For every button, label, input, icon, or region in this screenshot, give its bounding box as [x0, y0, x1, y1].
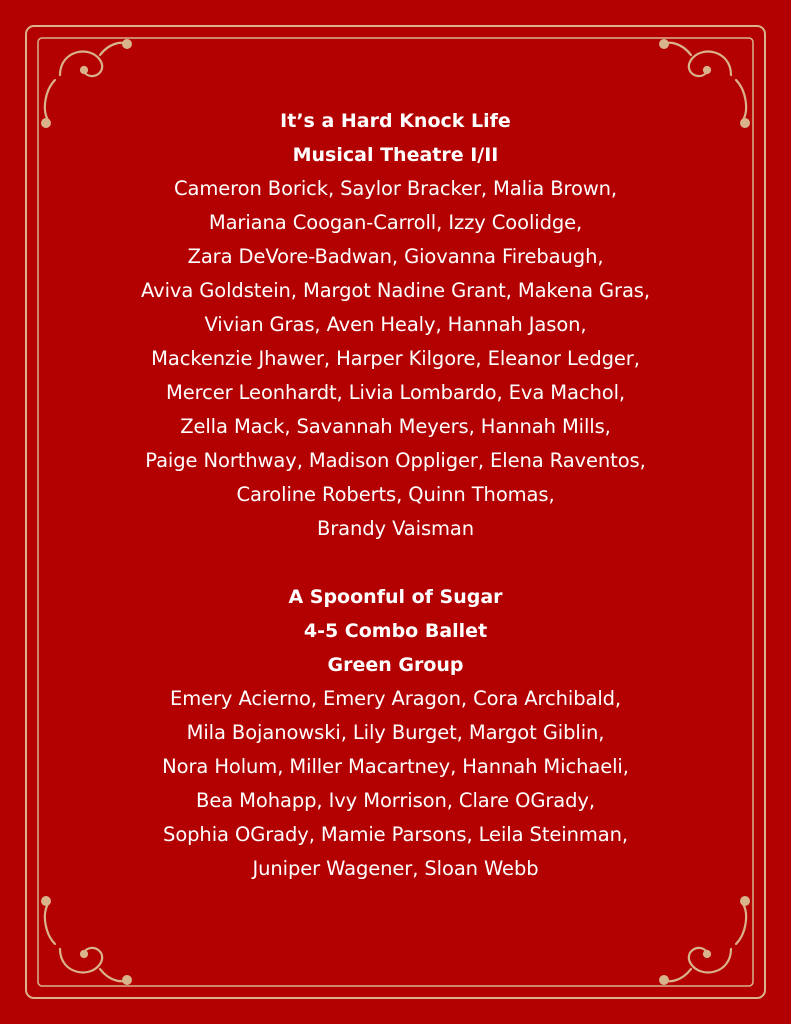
- dancer-names-line: Mercer Leonhardt, Livia Lombardo, Eva Machol,: [165, 381, 625, 404]
- program-content: [60, 104, 731, 886]
- section-title: It’s a Hard Knock Life: [280, 110, 511, 132]
- dancer-names-line: Caroline Roberts, Quinn Thomas,: [236, 483, 555, 506]
- section-title: A Spoonful of Sugar: [288, 586, 503, 608]
- section-hard-knock-life: [60, 104, 731, 546]
- section-class: 4-5 Combo Ballet: [303, 620, 488, 642]
- dancer-names-line: Cameron Borick, Saylor Bracker, Malia Brown,: [173, 177, 618, 200]
- dancer-names-line: Zara DeVore-Badwan, Giovanna Firebaugh,: [187, 245, 604, 268]
- dancer-names-line: Zella Mack, Savannah Meyers, Hannah Mills,: [180, 415, 611, 438]
- dancer-names-line: Nora Holum, Miller Macartney, Hannah Michaeli,: [162, 755, 629, 778]
- dancer-names-line: Paige Northway, Madison Oppliger, Elena Raventos,: [145, 449, 646, 472]
- dancer-names-line: Aviva Goldstein, Margot Nadine Grant, Makena Gras,: [141, 279, 650, 302]
- dancer-names-line: Brandy Vaisman: [316, 517, 475, 540]
- dancer-names-line: Emery Acierno, Emery Aragon, Cora Archibald,: [169, 687, 622, 710]
- section-group: Green Group: [327, 654, 464, 676]
- section-spoonful-of-sugar: [60, 580, 731, 886]
- section-class: Musical Theatre I/II: [292, 144, 499, 166]
- dancer-names-line: Mariana Coogan-Carroll, Izzy Coolidge,: [208, 211, 583, 234]
- dancer-names-line: Sophia OGrady, Mamie Parsons, Leila Steinman,: [163, 823, 628, 846]
- dancer-names-line: Mila Bojanowski, Lily Burget, Margot Giblin,: [186, 721, 605, 744]
- dancer-names-line: Bea Mohapp, Ivy Morrison, Clare OGrady,: [196, 789, 595, 812]
- dancer-names-line: Mackenzie Jhawer, Harper Kilgore, Eleanor Ledger,: [151, 347, 640, 370]
- dancer-names-line: Vivian Gras, Aven Healy, Hannah Jason,: [204, 313, 587, 336]
- dancer-names-line: Juniper Wagener, Sloan Webb: [252, 857, 539, 880]
